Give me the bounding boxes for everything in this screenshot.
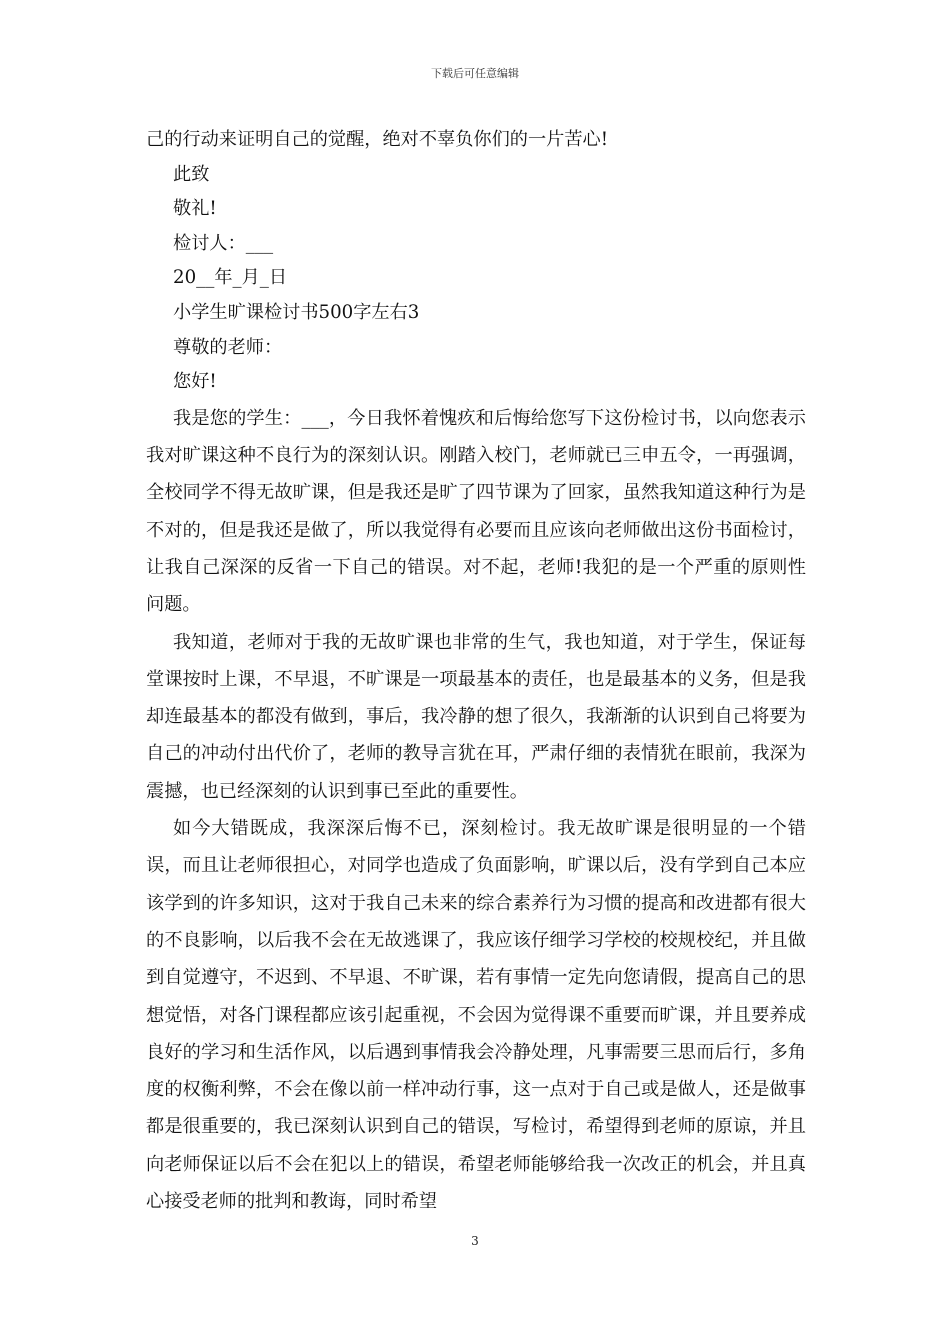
paragraph-1: 我是您的学生：___，今日我怀着愧疚和后悔给您写下这份检讨书，以向您表示我对旷课这种不良行为的深刻认识。刚踏入校门，老师就已三申五令，一再强调，全校同学不得无故旷课，但是我还是旷了四节课为了回家，虽然我知道这种行为是不对的，但是我还是做了，所以我觉得有必要而且应该向老师做出这份书面检讨，让我自己深深的反省一下自己的错误。对不起，老师!我犯的是一个严重的原则性问题。 <box>146 407 806 616</box>
page-number: 3 <box>471 1234 479 1248</box>
paragraph-3: 如今大错既成，我深深后悔不已，深刻检讨。我无故旷课是很明显的一个错误，而且让老师很担心，对同学也造成了负面影响，旷课以后，没有学到自己本应该学到的许多知识，这对于我自己未来的综合素养行为习惯的提高和改进都有很大的不良影响，以后我不会在无故逃课了，我应该仔细学习学校的校规校纪，并且做到自觉遵守，不迟到、不早退、不旷课，若有事情一定先向您请假，提高自己的思想觉悟，对各门课程都应该引起重视，不会因为觉得课不重要而旷课，并且要养成良好的学习和生活作风，以后遇到事情我会冷静处理，凡事需要三思而后行，多角度的权衡利弊，不会在像以前一样冲动行事，这一点对于自己或是做人，还是做事都是很重要的，我已深刻认识到自己的错误，写检讨，希望得到老师的原谅，并且向老师保证以后不会在犯以上的错误，希望老师能够给我一次改正的机会，并且真心接受老师的批判和教诲，同时希望 <box>146 818 806 1212</box>
section-title: 小学生旷课检讨书500字左右3 <box>173 301 420 323</box>
greeting: 您好! <box>173 371 217 393</box>
closing-line-1: 此致 <box>173 163 210 185</box>
page-header: 下载后可任意编辑 <box>431 67 519 80</box>
closing-line-2: 敬礼! <box>173 198 217 220</box>
date-line: 20__年_月_日 <box>173 267 288 289</box>
salutation: 尊敬的老师： <box>173 336 283 358</box>
signature-line: 检讨人：___ <box>173 232 274 254</box>
paragraph-2: 我知道，老师对于我的无故旷课也非常的生气，我也知道，对于学生，保证每堂课按时上课，不早退，不旷课是一项最基本的责任，也是最基本的义务，但是我却连最基本的都没有做到，事后，我冷静的想了很久，我渐渐的认识到自己将要为自己的冲动付出代价了，老师的教导言犹在耳，严肃仔细的表情犹在眼前，我深为震撼，也已经深刻的认识到事已至此的重要性。 <box>146 631 806 802</box>
document-body <box>146 123 806 1220</box>
continued-line: 己的行动来证明自己的觉醒，绝对不辜负你们的一片苦心! <box>146 129 608 150</box>
